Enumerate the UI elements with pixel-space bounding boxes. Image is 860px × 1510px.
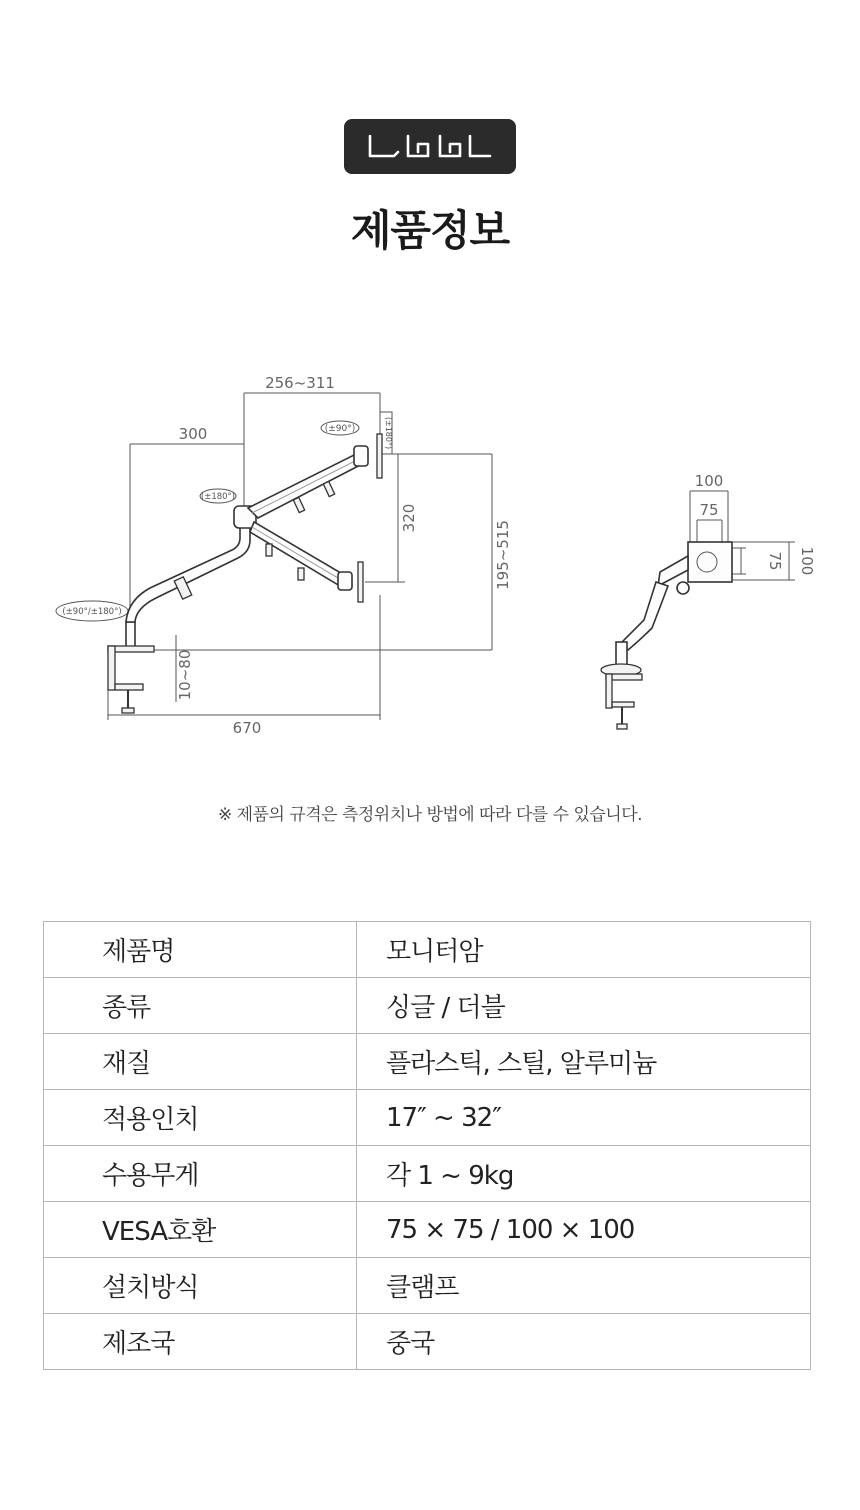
- spec-label: 설치방식: [44, 1258, 357, 1314]
- spec-disclaimer-note: ※ 제품의 규격은 측정위치나 방법에 따라 다를 수 있습니다.: [217, 805, 643, 825]
- brand-logo-mark: [360, 132, 500, 162]
- spec-value: 모니터암: [357, 922, 811, 978]
- front-knob: [677, 582, 689, 594]
- upper-arm-lowered-clip-2: [298, 568, 304, 580]
- spec-label: 적용인치: [44, 1090, 357, 1146]
- front-dim-label-75-top: 75: [699, 501, 719, 519]
- side-view-drawing: [56, 374, 512, 737]
- rot-label-tilt: (±180°): [384, 416, 393, 450]
- spec-label: 제조국: [44, 1314, 357, 1370]
- head-joint-raised: [354, 446, 368, 466]
- spec-value: 클램프: [357, 1258, 811, 1314]
- front-clamp-bottom: [612, 702, 634, 707]
- spec-row: [44, 1314, 811, 1370]
- clamp-knob: [122, 708, 134, 713]
- spec-row: [44, 1202, 811, 1258]
- spec-label: 종류: [44, 978, 357, 1034]
- dim-label-top: 256~311: [265, 374, 335, 392]
- upper-arm-lowered-clip-1: [266, 544, 272, 556]
- spec-value: 싱글 / 더블: [357, 978, 811, 1034]
- spec-value: 17″ ~ 32″: [357, 1090, 811, 1146]
- page-title: 제품정보: [350, 206, 510, 255]
- front-dim-label-100-top: 100: [694, 472, 724, 490]
- rot-label-base: (±90°/±180°): [62, 607, 122, 617]
- front-dim-label-75-side: 75: [766, 551, 784, 571]
- spec-label: VESA호환: [44, 1202, 357, 1258]
- rot-label-mid: (±180°): [200, 492, 236, 502]
- spec-row: [44, 922, 811, 978]
- brand-logo: [344, 119, 516, 174]
- spec-row: [44, 978, 811, 1034]
- dim-label-320: 320: [400, 503, 418, 533]
- spec-row: [44, 1258, 811, 1314]
- vesa-plate-raised: [377, 434, 382, 478]
- spec-value: 각 1 ~ 9kg: [357, 1146, 811, 1202]
- front-lower-arm: [620, 582, 668, 650]
- front-dim-label-100-side: 100: [798, 546, 816, 576]
- dim-label-clamp: 10~80: [176, 649, 194, 701]
- clamp-bottom-plate: [115, 684, 143, 690]
- upper-arm-raised-clip-2: [323, 481, 334, 496]
- front-vesa-plate: [688, 542, 732, 582]
- front-view-drawing: [601, 472, 816, 729]
- rot-label-head: (±90°): [324, 424, 356, 434]
- spec-label: 수용무게: [44, 1146, 357, 1202]
- spec-label: 재질: [44, 1034, 357, 1090]
- arm-pole: [126, 622, 135, 647]
- front-clamp-knob: [617, 724, 627, 729]
- front-clamp-body: [606, 674, 612, 708]
- spec-table: [43, 921, 811, 1370]
- dim-label-670: 670: [232, 719, 262, 737]
- spec-value: 75 × 75 / 100 × 100: [357, 1202, 811, 1258]
- spec-row: [44, 1146, 811, 1202]
- spec-row: [44, 1034, 811, 1090]
- dim-label-300: 300: [178, 425, 208, 443]
- vesa-plate-lowered: [358, 562, 363, 602]
- lower-arm: [126, 526, 250, 622]
- upper-arm-raised-clip-1: [293, 497, 304, 512]
- spec-row: [44, 1090, 811, 1146]
- spec-value: 중국: [357, 1314, 811, 1370]
- product-dimension-drawing: [0, 350, 860, 750]
- dim-label-height: 195~515: [494, 520, 512, 590]
- spec-value: 플라스틱, 스틸, 알루미늄: [357, 1034, 811, 1090]
- head-joint-lowered: [338, 572, 352, 590]
- clamp-body: [108, 646, 115, 690]
- upper-arm-raised-seam: [252, 457, 363, 513]
- spec-label: 제품명: [44, 922, 357, 978]
